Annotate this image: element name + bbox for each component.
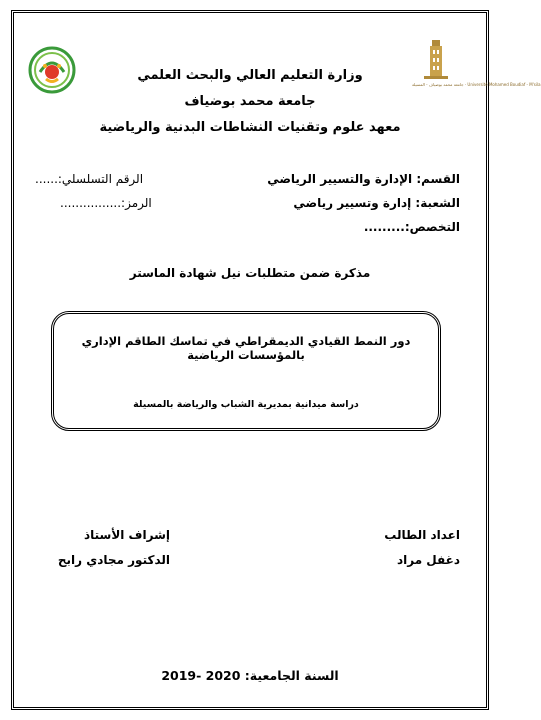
code: الرمز:................ [60, 196, 152, 210]
student-name: دغفل مراد [396, 553, 460, 567]
title-box [51, 311, 441, 431]
university-logo [412, 38, 541, 94]
field-study: دراسة ميدانية بمديرية الشباب والرياضة بالمسيلة [133, 399, 359, 410]
thesis-subtitle: مذكرة ضمن متطلبات نيل شهادة الماستر [129, 266, 371, 280]
serial-number: الرقم التسلسلي:...... [35, 172, 144, 186]
supervisor-name: الدكتور مجادي رابح [57, 553, 170, 567]
supervisor-label: إشراف الأستاذ [83, 528, 170, 542]
academic-year [60, 668, 440, 683]
branch: الشعبة: إدارة وتسيير رياضي [293, 196, 460, 210]
student-label: اعداد الطالب [384, 528, 460, 542]
university-name: جامعة محمد بوضياف [184, 94, 316, 109]
ministry-name: وزارة التعليم العالي والبحث العلمي [137, 68, 363, 83]
institute-name: معهد علوم وتقنيات النشاطات البدنية والرياضية [99, 120, 401, 135]
department: القسم: الإدارة والتسيير الرياضي [267, 172, 460, 186]
academic-year-value: 2019- 2020 [161, 668, 241, 683]
specialty: التخصص:......... [363, 220, 460, 234]
university-logo-caption: جامعة محمد بوضياف - المسيلة · Université Mohamed Boudiaf - M'sila [412, 82, 541, 87]
academic-year-label: السنة الجامعية: [244, 668, 339, 683]
thesis-title: دور النمط القيادي الديمقراطي في تماسك الطاقم الإداري بالمؤسسات الرياضية [81, 334, 411, 362]
